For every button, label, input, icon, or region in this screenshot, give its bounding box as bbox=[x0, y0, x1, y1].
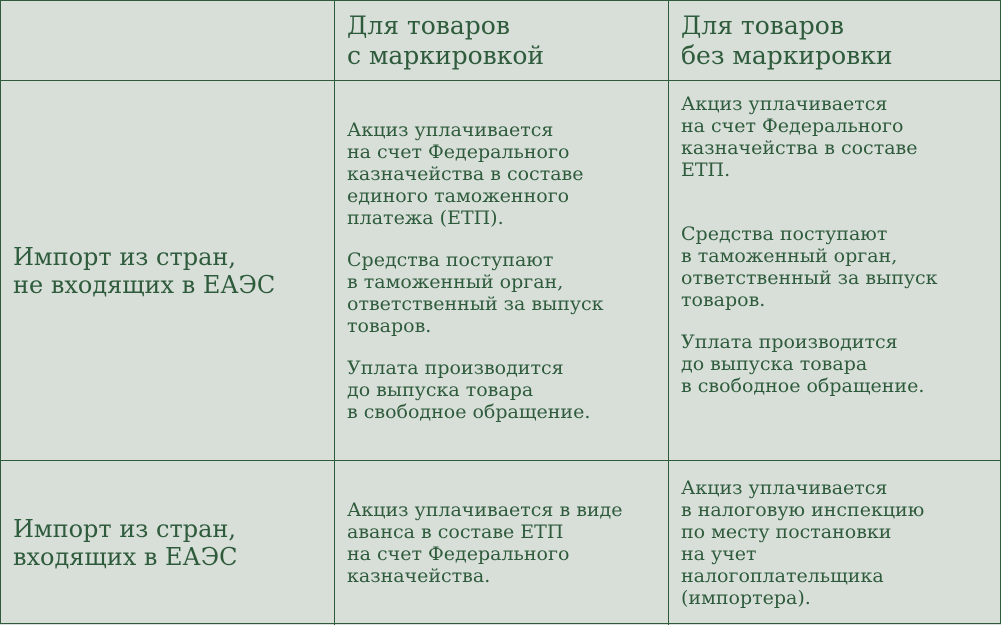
header-marked-goods bbox=[335, 1, 669, 81]
paragraph: Средства поступают в таможенный орган, ответственный за выпуск товаров. bbox=[347, 248, 604, 337]
row-label-text: Импорт из стран, не входящих в ЕАЭС bbox=[13, 242, 276, 299]
paragraph: Акциз уплачивается в налоговую инспекцию по месту постановки на учет налогоплательщика (импортера). bbox=[681, 477, 925, 609]
cell-eaeu-marked bbox=[335, 461, 669, 625]
cell-non-eaeu-marked bbox=[335, 81, 669, 461]
header-unmarked-label: Для товаров без маркировки bbox=[681, 10, 893, 70]
header-empty-cell bbox=[1, 1, 335, 81]
paragraph: Средства поступают в таможенный орган, ответственный за выпуск товаров. bbox=[681, 223, 938, 311]
paragraph: Уплата производится до выпуска товара в свободное обращение. bbox=[347, 356, 591, 423]
paragraph: Акциз уплачивается в виде аванса в составе ЕТП на счет Федерального казначейства. bbox=[347, 499, 623, 587]
row-label-eaeu bbox=[1, 461, 335, 625]
header-unmarked-goods bbox=[669, 1, 1001, 81]
paragraph: Акциз уплачивается на счет Федерального казначейства в составе ЕТП. bbox=[681, 93, 918, 181]
cell-non-eaeu-unmarked bbox=[669, 81, 1001, 461]
paragraph: Акциз уплачивается на счет Федерального казначейства в составе единого таможенного платежа (ЕТП). bbox=[347, 118, 584, 229]
header-marked-label: Для товаров с маркировкой bbox=[347, 10, 545, 70]
row-label-non-eaeu bbox=[1, 81, 335, 461]
paragraph: Уплата производится до выпуска товара в свободное обращение. bbox=[681, 331, 925, 397]
cell-eaeu-unmarked bbox=[669, 461, 1001, 625]
row-label-text: Импорт из стран, входящих в ЕАЭС bbox=[13, 515, 238, 571]
